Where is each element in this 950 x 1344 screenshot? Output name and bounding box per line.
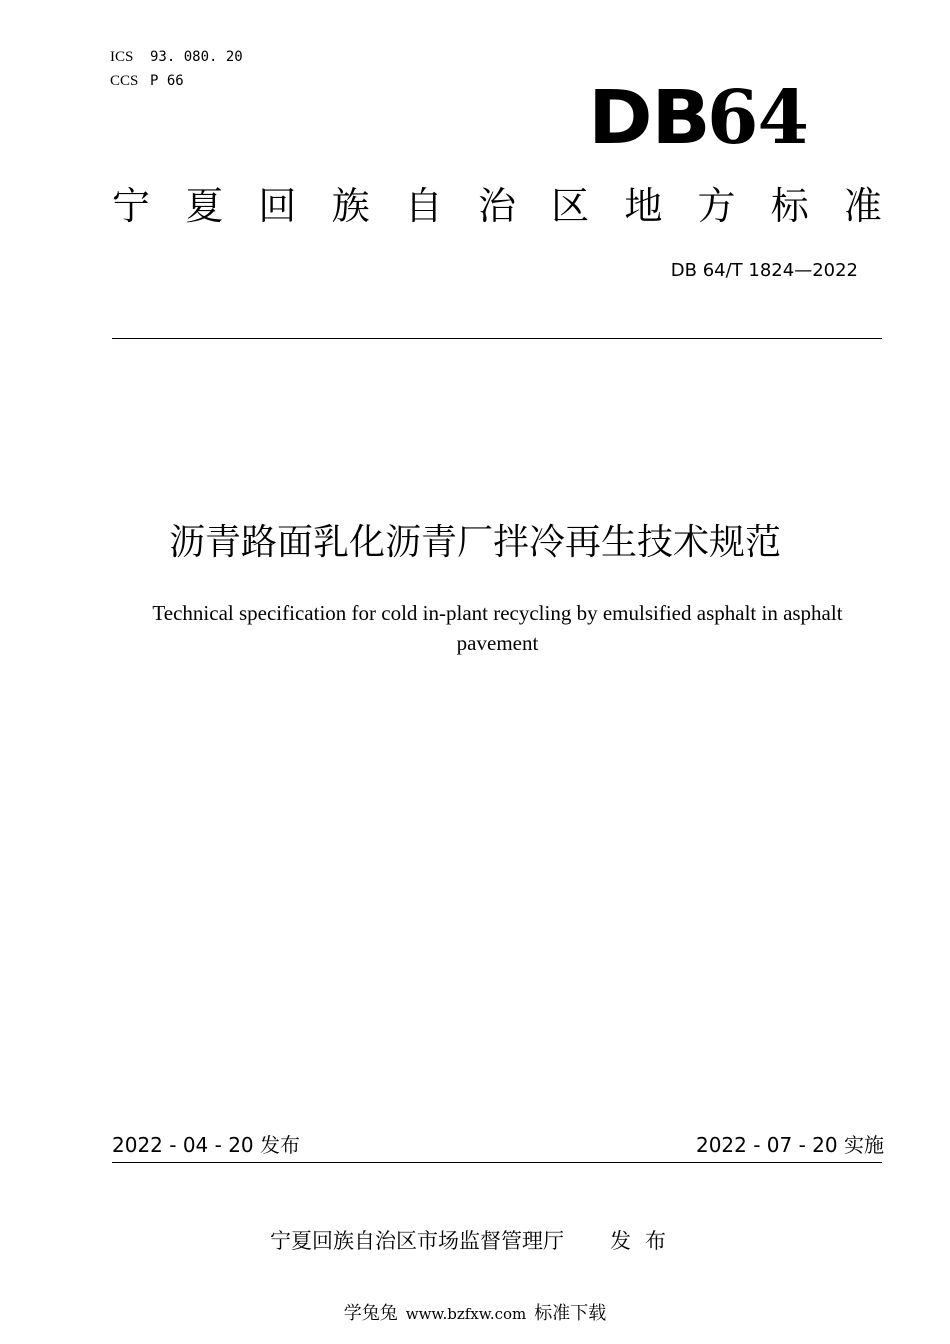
standard-type-char: 自 <box>404 184 443 228</box>
site-watermark <box>0 1302 950 1326</box>
ccs-value: P 66 <box>150 73 184 89</box>
ics-label: ICS <box>110 49 134 65</box>
site-name: 学兔兔 <box>343 1303 398 1324</box>
logo-code: 64 <box>707 75 808 161</box>
site-url: www.bzfxw.com <box>405 1305 527 1323</box>
standard-type-char: 治 <box>477 184 516 228</box>
header-divider <box>112 338 882 339</box>
logo-prefix: DB <box>588 75 710 161</box>
db64-logo <box>588 75 808 161</box>
standard-type-char: 方 <box>697 184 736 228</box>
ccs-code <box>110 72 184 90</box>
ics-code <box>110 48 243 66</box>
standard-type-char: 区 <box>551 184 590 228</box>
document-title-english: Technical specification for cold in-plant recycling by emulsified asphalt in asphalt pavement <box>152 601 843 655</box>
standard-type-char: 族 <box>331 184 370 228</box>
standard-type-char: 回 <box>258 184 297 228</box>
issue-date: 2022 - 04 - 20 发布 <box>112 1133 301 1157</box>
standard-type-char: 标 <box>770 184 809 228</box>
standard-type-char: 宁 <box>112 184 151 228</box>
ccs-label: CCS <box>110 73 139 89</box>
publisher-organization: 宁夏回族自治区市场监督管理厅 <box>270 1229 564 1253</box>
publisher-action: 发布 <box>610 1229 680 1253</box>
standard-type-char: 地 <box>624 184 663 228</box>
standard-number: DB 64/T 1824—2022 <box>670 260 858 281</box>
standard-type-heading <box>112 182 882 230</box>
document-title-chinese: 沥青路面乳化沥青厂拌冷再生技术规范 <box>168 522 781 563</box>
footer-divider <box>112 1162 882 1163</box>
site-tagline: 标准下载 <box>534 1303 607 1324</box>
ics-value: 93. 080. 20 <box>150 49 243 65</box>
standard-type-char: 准 <box>843 184 882 228</box>
standard-type-char: 夏 <box>185 184 224 228</box>
publisher <box>0 1226 950 1256</box>
implementation-date: 2022 - 07 - 20 实施 <box>695 1133 884 1157</box>
